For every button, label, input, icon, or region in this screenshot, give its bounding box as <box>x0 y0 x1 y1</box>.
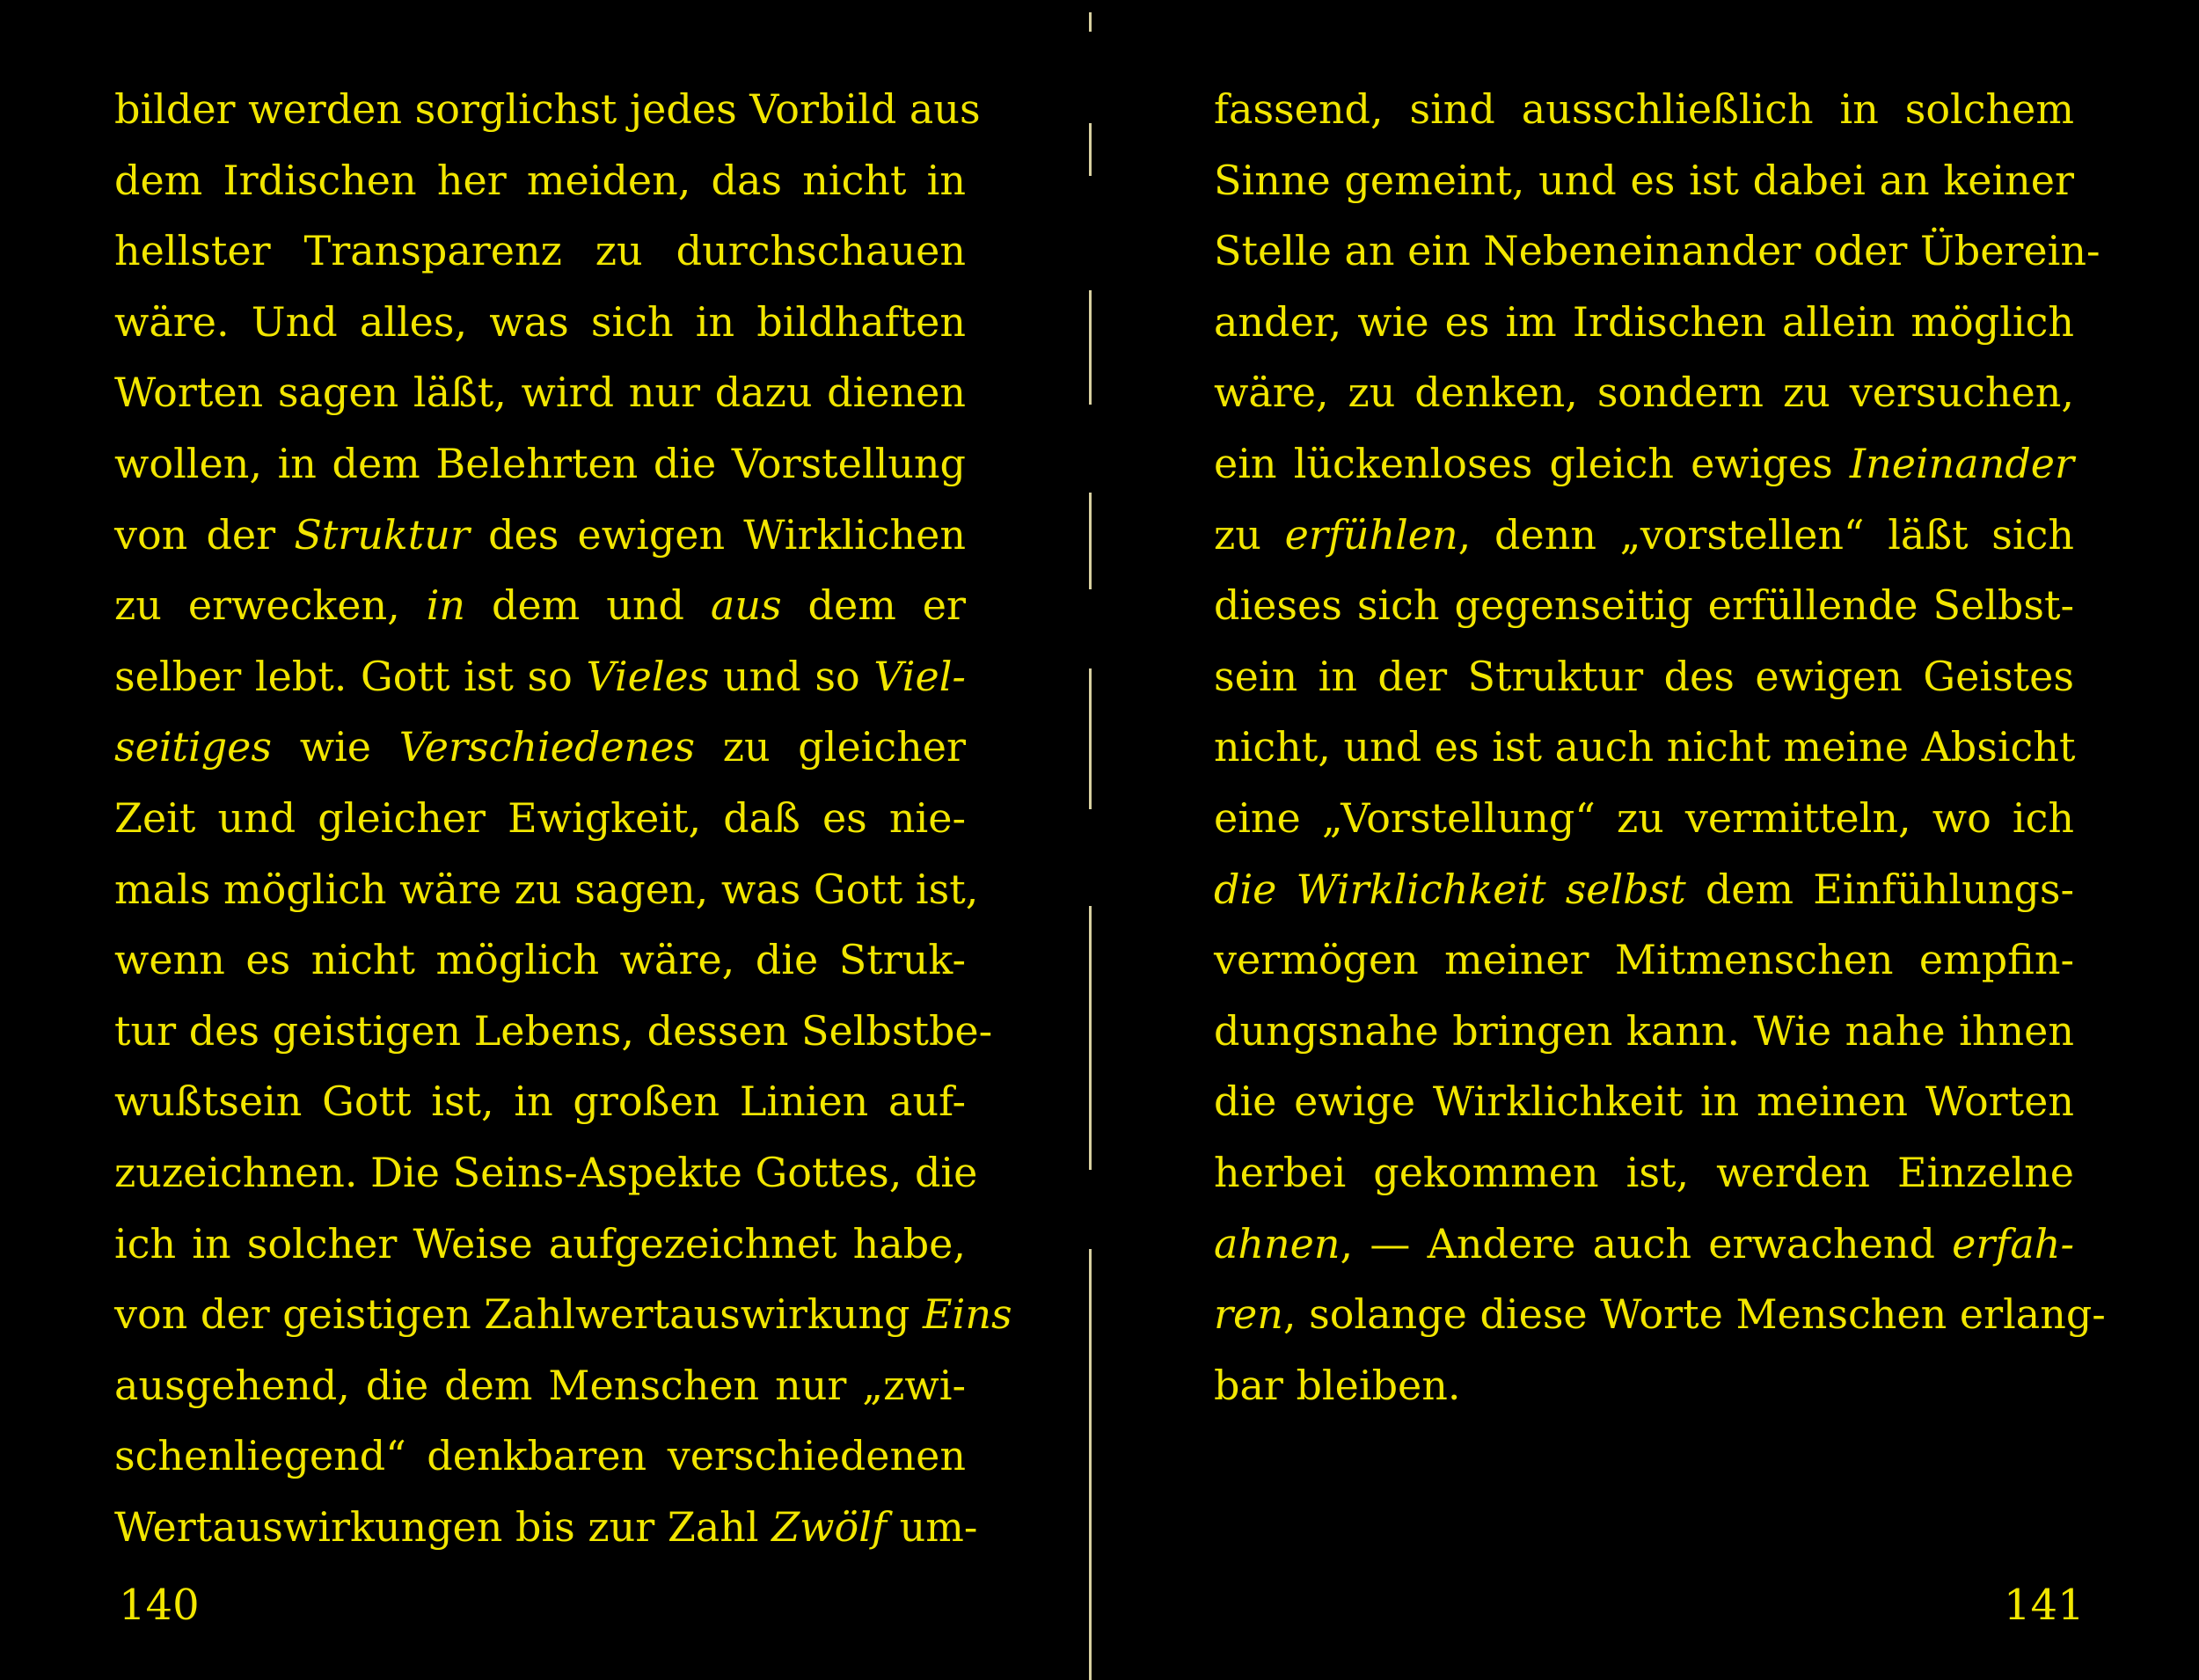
italic-text-segment: Zwölf <box>771 1502 887 1551</box>
text-line <box>1214 215 2100 287</box>
text-segment: wäre. Und alles, was sich in bildhaften <box>114 297 966 346</box>
text-segment: Zeit und gleicher Ewigkeit, daß es nie- <box>114 793 966 842</box>
text-segment: zu gleicher <box>695 723 966 771</box>
italic-text-segment: seitiges <box>114 723 273 771</box>
text-segment: , solange diese Worte Menschen erlang- <box>1282 1290 2106 1339</box>
text-segment: , — Andere auch erwachend <box>1340 1219 1953 1267</box>
text-segment: ich in solcher Weise aufgezeichnet habe, <box>114 1219 966 1267</box>
text-line <box>114 1137 978 1209</box>
text-segment: wenn es nicht möglich wäre, die Struk- <box>114 936 966 984</box>
text-line <box>114 996 993 1067</box>
text-segment: um- <box>887 1502 978 1551</box>
text-line <box>1214 641 2074 712</box>
text-segment: bilder werden sorglichst jedes Vorbild aus <box>114 85 981 133</box>
italic-text-segment: Verschiedenes <box>398 723 696 771</box>
text-line <box>114 500 966 571</box>
text-line <box>1214 924 2074 996</box>
italic-text-segment: aus <box>710 581 782 630</box>
text-segment: ander, wie es im Irdischen allein möglich <box>1214 297 2074 346</box>
italic-text-segment: Viel- <box>873 652 966 700</box>
italic-text-segment: Struktur <box>294 510 470 559</box>
text-segment: zuzeichnen. Die Seins-Aspekte Gottes, die <box>114 1148 978 1196</box>
text-line <box>1214 783 2074 854</box>
text-segment: ein lückenloses gleich ewiges <box>1214 439 1850 487</box>
text-line <box>1214 1066 2074 1137</box>
text-segment: wußtsein Gott ist, in großen Linien auf- <box>114 1077 966 1126</box>
text-line <box>114 1492 978 1563</box>
text-segment: Stelle an ein Nebeneinander oder Überein- <box>1214 227 2100 275</box>
text-line <box>114 712 966 783</box>
text-segment: wie <box>272 723 399 771</box>
text-segment: dem er <box>781 581 966 630</box>
text-line <box>1214 996 2074 1067</box>
text-line <box>114 1209 966 1280</box>
text-segment: des ewigen Wirklichen <box>469 510 966 559</box>
italic-text-segment: erfühlen <box>1284 510 1458 559</box>
text-line <box>1214 357 2074 428</box>
text-line <box>1214 1209 2074 1280</box>
text-segment: tur des geistigen Lebens, dessen Selbstbe- <box>114 1006 993 1055</box>
text-segment: fassend, sind ausschließlich in solchem <box>1214 85 2074 133</box>
text-line <box>1214 428 2074 500</box>
text-segment: dem und <box>465 581 711 630</box>
text-segment: hellster Transparenz zu durchschauen <box>114 227 966 275</box>
text-segment: wollen, in dem Belehrten die Vorstellung <box>114 439 966 487</box>
text-segment: selber lebt. Gott ist so <box>114 652 587 700</box>
text-line <box>114 357 966 428</box>
text-line <box>114 570 966 641</box>
text-segment: dem Irdischen her meiden, das nicht in <box>114 156 966 204</box>
italic-text-segment: Eins <box>923 1290 1012 1339</box>
text-segment: und so <box>709 652 874 700</box>
text-segment: bar bleiben. <box>1214 1361 1461 1409</box>
text-segment: , denn „vorstellen“ läßt sich <box>1457 510 2075 559</box>
text-line <box>1214 1350 2074 1421</box>
left-page-text <box>114 74 1012 1562</box>
left-page-number: 140 <box>119 1581 200 1630</box>
text-line <box>114 854 979 925</box>
italic-text-segment: ahnen <box>1214 1219 1341 1267</box>
text-line <box>114 1279 1012 1350</box>
text-line <box>1214 74 2074 145</box>
text-segment: vermögen meiner Mitmenschen empfin- <box>1214 936 2074 984</box>
book-gutter-divider <box>1089 0 1092 1680</box>
text-segment: schenliegend“ denkbaren verschiedenen <box>114 1432 966 1480</box>
text-line <box>1214 500 2074 571</box>
text-line <box>1214 1137 2074 1209</box>
italic-text-segment: die Wirklichkeit selbst <box>1214 865 1686 913</box>
text-line <box>1214 145 2074 216</box>
text-line <box>1214 1279 2106 1350</box>
italic-text-segment: erfah- <box>1952 1219 2074 1267</box>
text-segment: nicht, und es ist auch nicht meine Absicht <box>1214 723 2076 771</box>
text-segment: Worten sagen läßt, wird nur dazu dienen <box>114 369 966 417</box>
right-page-number: 141 <box>2004 1581 2085 1630</box>
text-segment: dieses sich gegenseitig erfüllende Selbst- <box>1214 581 2074 630</box>
right-page-text <box>1214 74 2106 1421</box>
text-line <box>114 74 981 145</box>
text-segment: dem Einfühlungs- <box>1685 865 2074 913</box>
italic-text-segment: ren <box>1214 1290 1283 1339</box>
text-line <box>1214 287 2074 358</box>
italic-text-segment: Ineinander <box>1849 439 2074 487</box>
text-segment: von der <box>114 510 295 559</box>
text-segment: dungsnahe bringen kann. Wie nahe ihnen <box>1214 1006 2074 1055</box>
italic-text-segment: in <box>426 581 466 630</box>
text-line <box>1214 570 2074 641</box>
text-line <box>114 287 966 358</box>
text-line <box>114 1066 966 1137</box>
italic-text-segment: Vieles <box>586 652 710 700</box>
text-line <box>114 1350 966 1421</box>
text-line <box>1214 712 2074 783</box>
text-segment: Wertauswirkungen bis zur Zahl <box>114 1502 772 1551</box>
text-segment: herbei gekommen ist, werden Einzelne <box>1214 1148 2074 1196</box>
text-segment: zu <box>1214 510 1285 559</box>
text-line <box>114 783 966 854</box>
text-segment: von der geistigen Zahlwertauswirkung <box>114 1290 924 1339</box>
text-segment: die ewige Wirklichkeit in meinen Worten <box>1214 1077 2074 1126</box>
text-line <box>114 428 966 500</box>
text-line <box>114 215 966 287</box>
text-segment: mals möglich wäre zu sagen, was Gott ist, <box>114 865 979 913</box>
text-segment: wäre, zu denken, sondern zu versuchen, <box>1214 369 2074 417</box>
text-segment: ausgehend, die dem Menschen nur „zwi- <box>114 1361 966 1409</box>
text-line <box>114 1421 966 1492</box>
text-segment: eine „Vorstellung“ zu vermitteln, wo ich <box>1214 793 2074 842</box>
text-line <box>114 641 966 712</box>
text-line <box>1214 854 2074 925</box>
text-segment: Sinne gemeint, und es ist dabei an keiner <box>1214 156 2074 204</box>
text-line <box>114 145 966 216</box>
text-segment: zu erwecken, <box>114 581 427 630</box>
text-segment: sein in der Struktur des ewigen Geistes <box>1214 652 2074 700</box>
text-line <box>114 924 966 996</box>
